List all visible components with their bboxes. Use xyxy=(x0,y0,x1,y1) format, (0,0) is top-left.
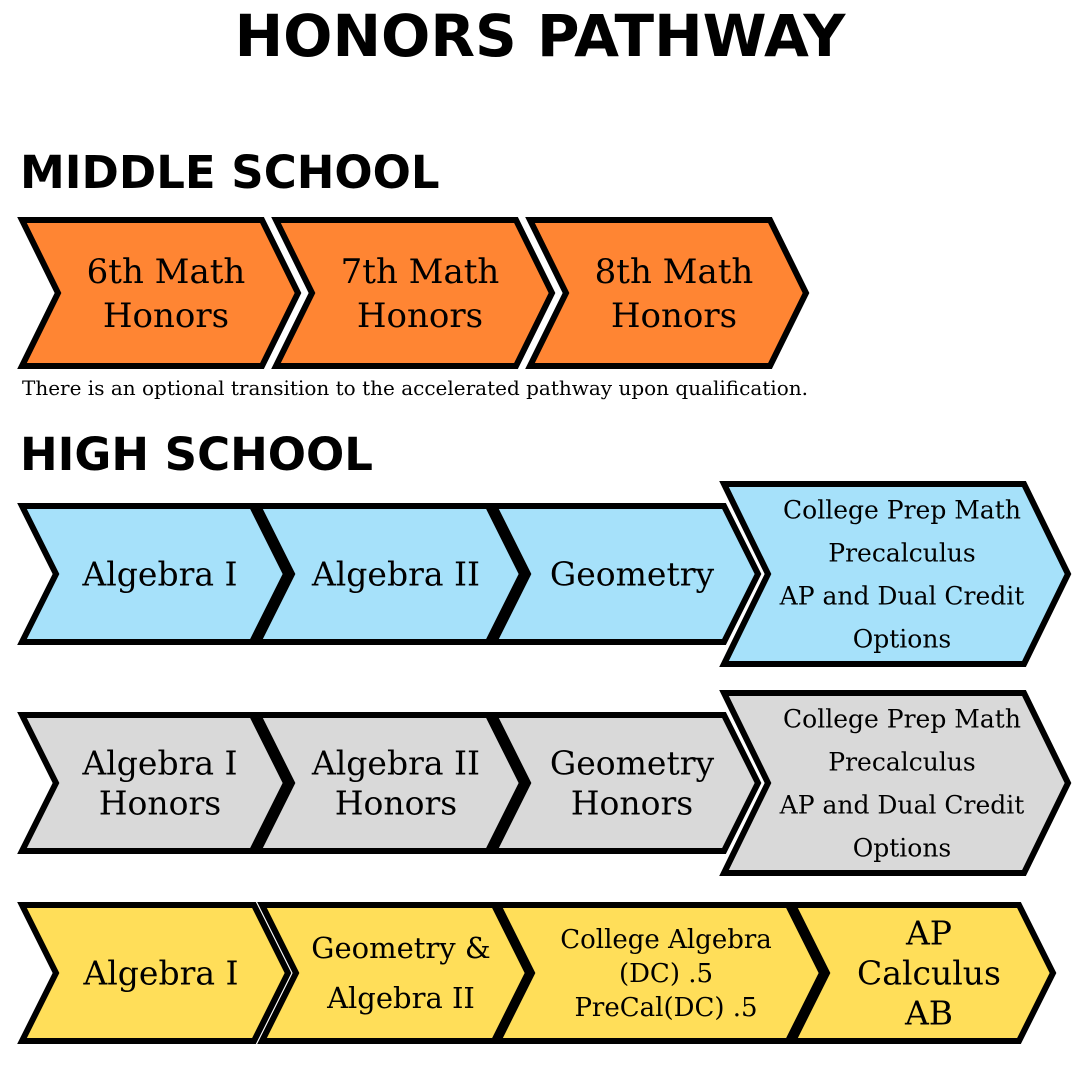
chevron-middle-2 xyxy=(276,220,552,366)
chevron-label-gray-2 xyxy=(311,744,480,823)
chevron-label-line: Precalculus xyxy=(828,538,976,568)
chevron-label-line: 6th Math xyxy=(86,251,246,292)
chevron-middle-1 xyxy=(22,220,298,366)
chevron-label-line: 7th Math xyxy=(340,251,500,292)
chevron-label-line: AP xyxy=(905,913,953,953)
chevron-label-line: Algebra I xyxy=(82,743,238,783)
chevron-label-line: Geometry xyxy=(549,743,715,783)
chevron-label-line: Honors xyxy=(98,783,222,823)
chevron-label-line: Precalculus xyxy=(828,747,976,777)
chevron-label-line: AP and Dual Credit xyxy=(779,581,1025,611)
chevron-label-blue-2 xyxy=(311,555,480,594)
chevron-label-yellow-1 xyxy=(82,954,238,993)
chevron-label-line: College Prep Math xyxy=(783,495,1021,525)
chevron-label-line: Honors xyxy=(334,783,458,823)
chevron-label-line: College Prep Math xyxy=(783,704,1021,734)
page-title: HONORS PATHWAY xyxy=(234,2,846,70)
chevron-label-gray-1 xyxy=(81,744,237,823)
chevron-label-line: Calculus xyxy=(857,953,1001,993)
chevron-middle-3 xyxy=(530,220,806,366)
chevron-label-gray-3 xyxy=(550,744,715,823)
chevron-label-line: College Algebra xyxy=(560,925,772,956)
chevron-label-line: Options xyxy=(852,833,952,863)
chevron-label-line: Geometry & xyxy=(311,931,491,966)
pathway-row-blue xyxy=(22,484,1068,664)
chevron-label-line: Algebra I xyxy=(83,953,239,993)
chevron-label-line: PreCal(DC) .5 xyxy=(574,993,758,1024)
transition-note: There is an optional transition to the accelerated pathway upon qualification. xyxy=(22,376,808,400)
chevron-label-line: Algebra II xyxy=(327,981,475,1016)
chevron-label-line: Geometry xyxy=(549,554,715,594)
chevron-label-line: Algebra II xyxy=(311,743,481,783)
pathway-row-middle xyxy=(22,220,806,366)
section-heading-high-school: HIGH SCHOOL xyxy=(20,428,373,481)
chevron-label-blue-3 xyxy=(550,555,715,594)
chevron-label-line: Algebra I xyxy=(82,554,238,594)
chevron-label-blue-1 xyxy=(81,555,237,594)
chevron-label-line: AB xyxy=(904,993,954,1033)
section-heading-middle-school: MIDDLE SCHOOL xyxy=(20,146,440,199)
chevron-label-line: Honors xyxy=(610,295,738,336)
chevron-label-line: 8th Math xyxy=(594,251,754,292)
chevron-label-line: Honors xyxy=(102,295,230,336)
chevron-label-line: AP and Dual Credit xyxy=(779,790,1025,820)
chevron-label-line: Options xyxy=(852,624,952,654)
pathway-row-yellow xyxy=(22,905,1053,1041)
pathway-row-gray xyxy=(22,693,1068,873)
chevron-label-line: Honors xyxy=(356,295,484,336)
chevron-label-line: (DC) .5 xyxy=(618,959,714,990)
chevron-label-line: Algebra II xyxy=(311,554,481,594)
chevron-yellow-2 xyxy=(262,905,528,1041)
chevron-label-line: Honors xyxy=(570,783,694,823)
